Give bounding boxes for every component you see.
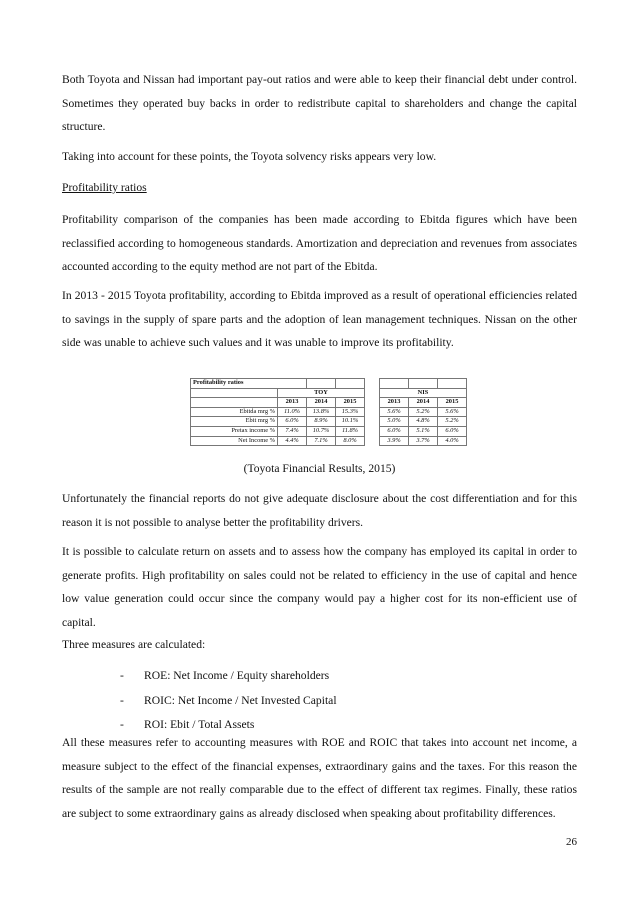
group-header-toy: TOY bbox=[278, 388, 365, 398]
year-header: 2014 bbox=[409, 398, 438, 408]
table-cell: 5.1% bbox=[409, 426, 438, 436]
year-header: 2014 bbox=[307, 398, 336, 408]
table-caption: (Toyota Financial Results, 2015) bbox=[243, 462, 396, 475]
table-cell: 5.6% bbox=[438, 407, 467, 417]
table-cell: 6.0% bbox=[380, 426, 409, 436]
paragraph-three-measures: Three measures are calculated: bbox=[62, 638, 206, 651]
measure-text: ROE: Net Income / Equity shareholders bbox=[144, 669, 330, 682]
measure-text: ROI: Ebit / Total Assets bbox=[144, 718, 255, 731]
profitability-table bbox=[190, 378, 467, 446]
table-cell: 11.8% bbox=[336, 426, 365, 436]
paragraph-return-on-assets: It is possible to calculate return on assets and to assess how the company has employed its capital in order to generate profits. High profitability on sales could not be related to efficiency in the use of capital and hence low value generation could occur since the company would pay a higher cost for its non-efficient use of capital. bbox=[62, 545, 577, 629]
year-header: 2013 bbox=[380, 398, 409, 408]
table-cell: 8.9% bbox=[307, 417, 336, 427]
table-cell: 8.0% bbox=[336, 436, 365, 446]
paragraph-profitability-comparison: Profitability comparison of the companies has been made according to Ebitda figures which have been reclassified according to homogeneous standards. Amortization and depreciation and revenues from associates accounted according to the equity method are not part of the Ebitda. bbox=[62, 213, 577, 273]
measures-list bbox=[120, 664, 337, 738]
page-number: 26 bbox=[566, 836, 577, 848]
table-title: Profitability ratios bbox=[191, 379, 307, 389]
row-label: Net Income % bbox=[191, 436, 278, 446]
paragraph-toyota-profitability: In 2013 - 2015 Toyota profitability, according to Ebitda improved as a result of operational efficiencies related to savings in the supply of spare parts and the adoption of lean management techniques. Nissan on the other side was unable to achieve such values and it was unable to improve its profitability. bbox=[62, 289, 577, 349]
section-heading: Profitability ratios bbox=[62, 181, 147, 194]
year-header: 2015 bbox=[336, 398, 365, 408]
row-label: Ebit mrg % bbox=[191, 417, 278, 427]
table-cell: 6.0% bbox=[278, 417, 307, 427]
list-item bbox=[120, 664, 337, 689]
table-cell: 7.1% bbox=[307, 436, 336, 446]
dash-bullet: - bbox=[120, 693, 124, 707]
paragraph-payout: Both Toyota and Nissan had important pay-out ratios and were able to keep their financial debt under control. Sometimes they operated buy backs in order to redistribute capital to shareholders and change the capital structure. bbox=[62, 73, 577, 133]
table-cell: 4.8% bbox=[409, 417, 438, 427]
table-cell: 13.8% bbox=[307, 407, 336, 417]
table-cell: 3.9% bbox=[380, 436, 409, 446]
table-cell: 5.0% bbox=[380, 417, 409, 427]
paragraph-accounting-measures: All these measures refer to accounting measures with ROE and ROIC that takes into account net income, a measure subject to the effect of the financial expenses, extraordinary gains and the taxes. For this reason the results of the sample are not really comparable due to the effect of different tax regimes. Finally, these ratios are subject to some extraordinary gains as already disclosed when speaking about profitability differences. bbox=[62, 736, 577, 820]
paragraph-solvency: Taking into account for these points, the Toyota solvency risks appears very low. bbox=[62, 150, 437, 163]
table-row bbox=[191, 417, 467, 427]
table-cell: 7.4% bbox=[278, 426, 307, 436]
table-cell: 4.0% bbox=[438, 436, 467, 446]
table-cell: 10.1% bbox=[336, 417, 365, 427]
table-cell: 5.6% bbox=[380, 407, 409, 417]
table-cell: 5.2% bbox=[438, 417, 467, 427]
table-row bbox=[191, 426, 467, 436]
year-header-row bbox=[191, 398, 467, 408]
table-cell: 6.0% bbox=[438, 426, 467, 436]
year-header: 2013 bbox=[278, 398, 307, 408]
table-cell: 15.3% bbox=[336, 407, 365, 417]
list-item bbox=[120, 689, 337, 714]
row-label: Ebitda mrg % bbox=[191, 407, 278, 417]
dash-bullet: - bbox=[120, 669, 124, 682]
table-cell: 10.7% bbox=[307, 426, 336, 436]
table-row bbox=[191, 407, 467, 417]
paragraph-disclosure: Unfortunately the financial reports do not give adequate disclosure about the cost differentiation and for this reason it is not possible to analyse better the profitability drivers. bbox=[62, 492, 577, 529]
group-header-nis: NIS bbox=[380, 388, 467, 398]
table-cell: 4.4% bbox=[278, 436, 307, 446]
dash-bullet: - bbox=[120, 718, 124, 731]
table-cell: 11.0% bbox=[278, 407, 307, 417]
measure-text: ROIC: Net Income / Net Invested Capital bbox=[144, 693, 337, 707]
table-cell: 3.7% bbox=[409, 436, 438, 446]
row-label: Pretax income % bbox=[191, 426, 278, 436]
year-header: 2015 bbox=[438, 398, 467, 408]
table-cell: 5.2% bbox=[409, 407, 438, 417]
table-row bbox=[191, 436, 467, 446]
